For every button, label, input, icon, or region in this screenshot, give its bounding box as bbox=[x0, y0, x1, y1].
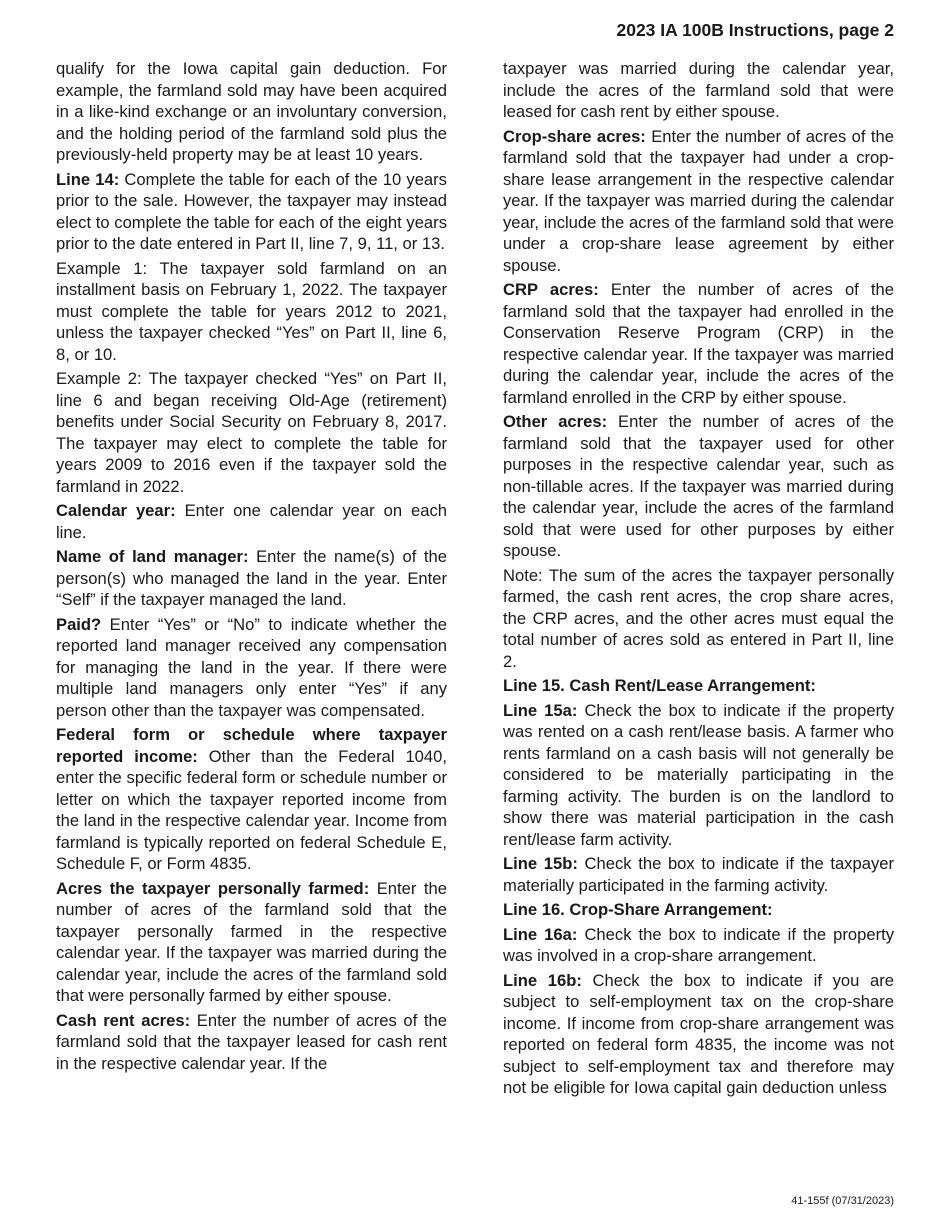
paragraph-crop-share-acres: Crop-share acres: Enter the number of acres of the farmland sold that the taxpayer had under a crop-share lease arrangement in the respective calendar year. If the taxpayer was married during the calendar year, include the acres of the farmland sold that were under a crop-share lease agreement by either spouse. bbox=[503, 126, 894, 275]
paragraph-note: Note: The sum of the acres the taxpayer personally farmed, the cash rent acres, the crop share acres, the CRP acres, and the other acres must equal the total number of acres sold as entered in Part II, line 2. bbox=[503, 565, 894, 671]
paragraph-crp-acres: CRP acres: Enter the number of acres of the farmland sold that the taxpayer had enrolled in the Conservation Reserve Program (CRP) in the respective calendar year. If the taxpayer was married during the calendar year, include the acres of the farmland enrolled in the CRP by either spouse. bbox=[503, 280, 894, 407]
paragraph-cash-rent-acres: Cash rent acres: Enter the number of acres of the farmland sold that the taxpayer leased for cash rent in the respective calendar year. If the bbox=[56, 1010, 447, 1073]
paragraph: qualify for the Iowa capital gain deduction. For example, the farmland sold may have been acquired in a like-kind exchange or an involuntary conversion, and the holding period of the farmland sold plus the previously-held property may be at least 10 years. bbox=[56, 59, 447, 164]
paragraph-calendar-year: Calendar year: Enter one calendar year on each line. bbox=[56, 501, 447, 542]
paragraph-line-16a: Line 16a: Check the box to indicate if the property was involved in a crop-share arrangement. bbox=[503, 924, 894, 965]
left-column bbox=[56, 58, 447, 1077]
form-id-footer: 41-155f (07/31/2023) bbox=[791, 1195, 894, 1207]
paragraph-example-2: Example 2: The taxpayer checked “Yes” on Part II, line 6 and began receiving Old-Age (retirement) benefits under Social Security on February 8, 2017. The taxpayer may elect to complete the table for years 2009 to 2016 even if the taxpayer sold the farmland in 2022. bbox=[56, 369, 447, 496]
paragraph-line-15a: Line 15a: Check the box to indicate if the property was rented on a cash rent/lease basis. A farmer who rents farmland on a cash basis will not generally be considered to be materially participating in the farming activity. The burden is on the landlord to show there was material participation in the cash rent/lease farm activity. bbox=[503, 700, 894, 849]
paragraph-paid: Paid? Enter “Yes” or “No” to indicate whether the reported land manager received any compensation for managing the land in the year. If there were multiple land managers only enter “Yes” if any person other than the taxpayer was compensated. bbox=[56, 614, 447, 720]
paragraph-federal-form: Federal form or schedule where taxpayer reported income: Other than the Federal 1040, enter the specific federal form or schedule number or letter on which the taxpayer reported income from the land in the respective calendar year. Income from farmland is typically reported on federal Schedule E, Schedule F, or Form 4835. bbox=[56, 725, 447, 873]
paragraph-example-1: Example 1: The taxpayer sold farmland on an installment basis on February 1, 2022. The taxpayer must complete the table for years 2012 to 2021, unless the taxpayer checked “Yes” on Part II, line 6, 8, or 10. bbox=[56, 258, 447, 364]
paragraph-line-16b: Line 16b: Check the box to indicate if you are subject to self-employment tax on the crop-share income. If income from crop-share arrangement was reported on federal form 4835, the income was not subject to self-employment tax and therefore may not be eligible for Iowa capital gain deduction unless bbox=[503, 970, 895, 1097]
paragraph-personally-farmed: Acres the taxpayer personally farmed: Enter the number of acres of the farmland sold that the taxpayer personally farmed in the respective calendar year. If the taxpayer was married during the calendar year, include the acres of the farmland sold that were personally farmed by either spouse. bbox=[56, 878, 447, 1005]
paragraph-land-manager: Name of land manager: Enter the name(s) of the person(s) who managed the land in the year. Enter “Self” if the taxpayer managed the land. bbox=[56, 547, 447, 609]
paragraph-line-15b: Line 15b: Check the box to indicate if the taxpayer materially participated in the farming activity. bbox=[503, 854, 894, 895]
heading-line-15: Line 15. Cash Rent/Lease Arrangement: bbox=[503, 676, 816, 695]
paragraph-other-acres: Other acres: Enter the number of acres of the farmland sold that the taxpayer used for other purposes in the respective calendar year, such as non-tillable acres. If the taxpayer was married during the calendar year, include the acres of the farmland sold that were used for other purposes by either spouse. bbox=[503, 412, 895, 560]
paragraph-line-14: Line 14: Complete the table for each of the 10 years prior to the sale. However, the taxpayer may instead elect to complete the table for each of the eight years prior to the date entered in Part II, line 7, 9, 11, or 13. bbox=[56, 169, 447, 253]
heading-line-16: Line 16. Crop-Share Arrangement: bbox=[503, 900, 773, 919]
right-column bbox=[503, 58, 894, 1102]
paragraph-continued: taxpayer was married during the calendar year, include the acres of the farmland sold that were leased for cash rent by either spouse. bbox=[503, 59, 894, 121]
page-header: 2023 IA 100B Instructions, page 2 bbox=[616, 20, 894, 40]
